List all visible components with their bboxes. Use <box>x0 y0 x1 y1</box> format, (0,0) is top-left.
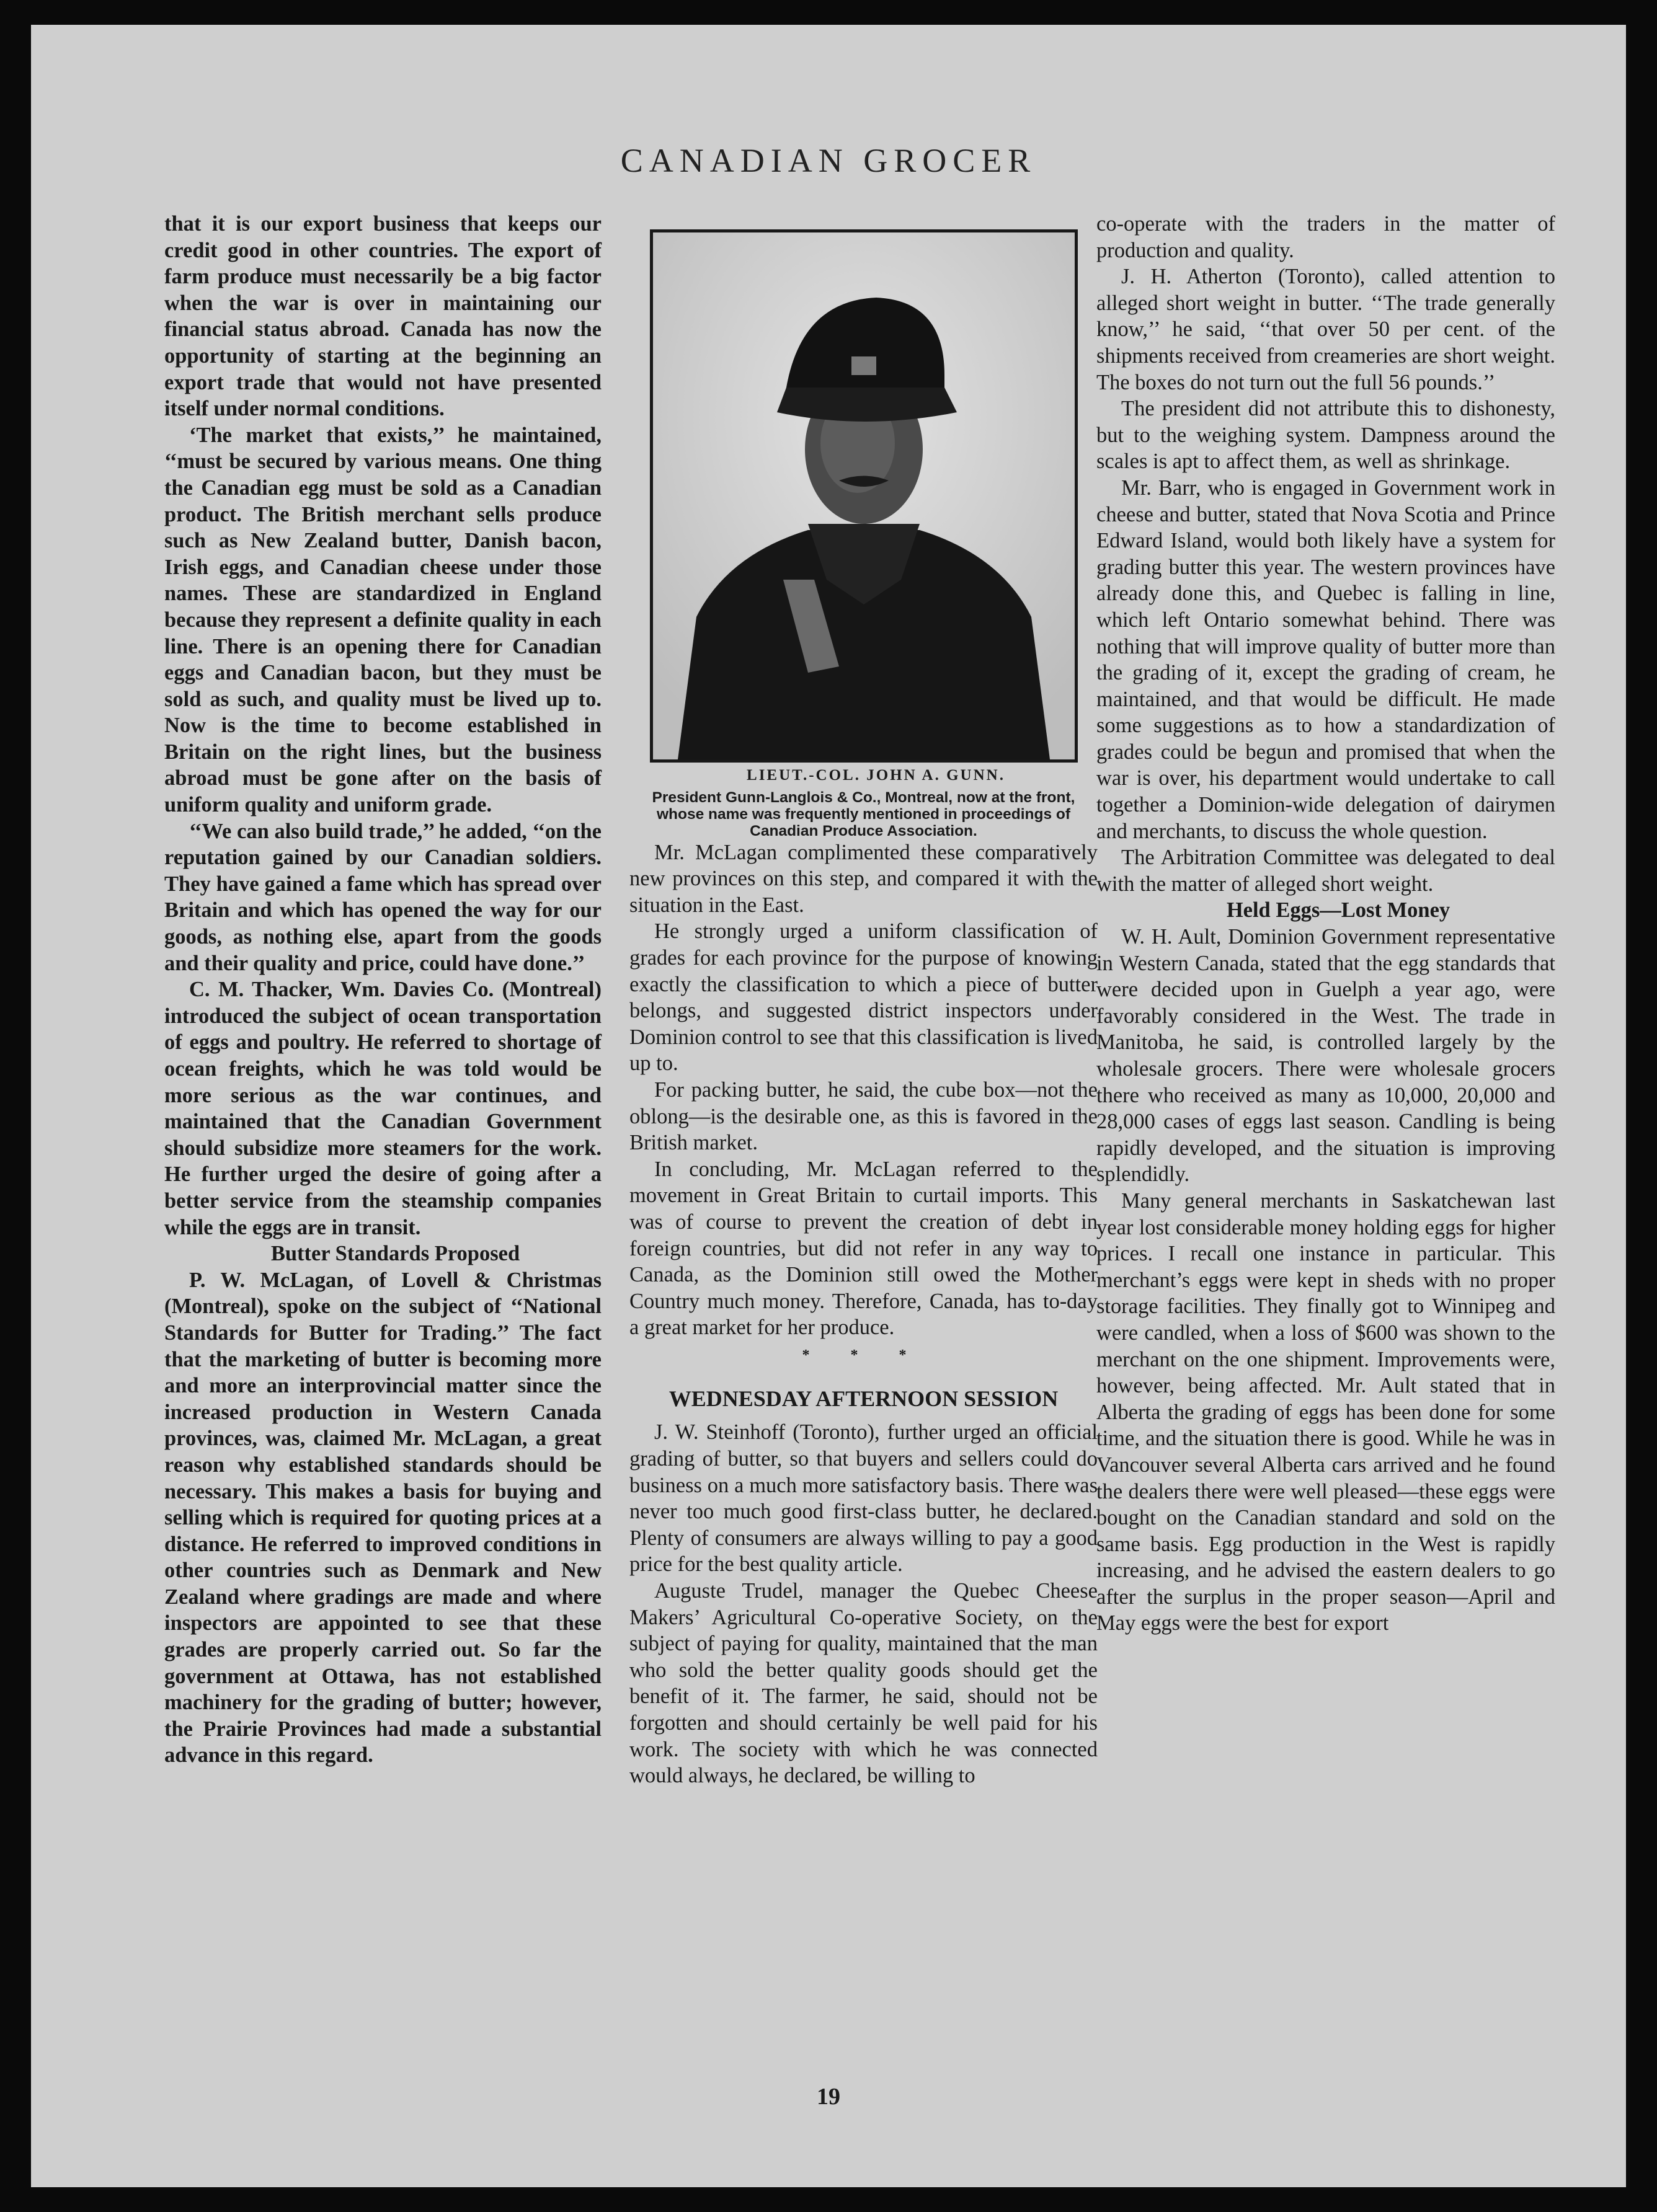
article-paragraph: Auguste Trudel, manager the Quebec Cheese Makers’ Agricultural Co-operative Society, on the subject of paying for quality, maintained that the man who sold the better quality goods should get the benefit of it. The farmer, he said, should not be forgotten and should certainly be well paid for his work. The society with which he was connected would always, he declared, be willing to <box>629 1579 1098 1788</box>
article-paragraph: Mr. Barr, who is engaged in Government work in cheese and butter, stated that Nova Scotia and Prince Edward Island, would both likely have a system for grading butter this year. The western provinces have already done this, and Quebec is falling in line, which left Ontario somewhat behind. There was nothing that will improve quality of butter more than the grading of it, except the grading of cream, he maintained, and that would be difficult. He made some suggestions as to how a standardization of grades could be begun and promised that when the war is over, his department would undertake to call together a Dominion-wide delegation of dairymen and merchants, to discuss the whole question. <box>1096 476 1555 843</box>
article-paragraph: W. H. Ault, Dominion Government representative in Western Canada, stated that the egg standards that were decided upon in Guelph a year ago, were favorably considered in the West. The trade in Manitoba, he said, is controlled largely by the wholesale grocers. There were wholesale grocers there who received as many as 10,000, 20,000 and 28,000 cases of eggs last season. Candling is being rapidly developed, and the situation is improving splendidly. <box>1096 925 1555 1187</box>
article-paragraph: He strongly urged a uniform classification of grades for each province for the purpose of knowing exactly the classification to which a piece of butter belongs, and suggested district inspectors under Dominion control to see that this classification is lived up to. <box>629 919 1098 1076</box>
portrait-photo <box>650 229 1078 763</box>
article-paragraph: For packing butter, he said, the cube box—not the oblong—is the desirable one, as this is favored in the British market. <box>629 1077 1098 1155</box>
article-paragraph: The president did not attribute this to dishonesty, but to the weighing system. Dampness around the scales is apt to affect them, as well as shrinkage. <box>1096 397 1555 474</box>
article-paragraph: The Arbitration Committee was delegated to deal with the matter of alleged short weight. <box>1096 846 1555 896</box>
article-paragraph: that it is our export business that keeps our credit good in other countries. The export of farm produce must necessarily be a big factor when the war is over in maintaining our financial status abroad. Canada has now the opportunity of starting at the beginning an export trade that would not have presented itself under normal conditions. <box>164 212 602 421</box>
article-paragraph: In concluding, Mr. McLagan referred to the movement in Great Britain to curtail imports. This was of course to prevent the creation of debt in foreign countries, but did not refer in any way to Canada, as the Dominion still owed the Mother Country much money. Therefore, Canada, has to-day a great market for her produce. <box>629 1157 1098 1340</box>
column-1 <box>164 211 602 1769</box>
article-paragraph: J. H. Atherton (Toronto), called attention to alleged short weight in butter. ‘‘The trade generally know,’’ he said, ‘‘that over 50 per cent. of the shipments received from creameries are short weight. The boxes do not turn out the full 56 pounds.’’ <box>1096 265 1555 394</box>
photo-caption: President Gunn-Langlois & Co., Montreal, now at the front, whose name was frequently mentioned in proceedings of Canadian Produce Association. <box>652 789 1075 839</box>
newspaper-page <box>31 25 1626 2187</box>
page-number: 19 <box>817 2084 840 2110</box>
section-divider: * * * <box>802 1347 925 1363</box>
masthead: CANADIAN GROCER <box>620 142 1037 179</box>
portrait-image <box>653 232 1075 759</box>
article-paragraph: J. W. Steinhoff (Toronto), further urged an official grading of butter, so that buyers and sellers could do business on a much more satisfactory basis. There was never too much good first-class butter, he declared. Plenty of consumers are always willing to pay a good price for the best quality article. <box>629 1420 1098 1577</box>
article-paragraph: Mr. McLagan complimented these comparatively new provinces on this step, and compared it with the situation in the East. <box>629 840 1098 917</box>
article-paragraph: ‘‘We can also build trade,’’ he added, ‘‘on the reputation gained by our Canadian soldiers. They have gained a fame which has spread over Britain and which has opened the way for our goods, as nothing else, apart from the goods and their quality and price, could have done.’’ <box>164 819 602 975</box>
article-paragraph: P. W. McLagan, of Lovell & Christmas (Montreal), spoke on the subject of ‘‘National Standards for Butter for Trading.’’ The fact that the marketing of butter is becoming more and more an interprovincial matter since the increased production in Western Canada provinces, was, claimed Mr. McLagan, a great reason why established standards should be necessary. This makes a basis for buying and selling which is required for quoting prices at a distance. He referred to improved conditions in other countries such as Denmark and New Zealand where gradings are made and where inspectors are appointed to see that these grades are properly carried out. So far the government at Ottawa, has not established machinery for the grading of butter; however, the Prairie Provinces had made a substantial advance in this regard. <box>164 1268 602 1767</box>
article-paragraph: co-operate with the traders in the matter of production and quality. <box>1096 212 1555 262</box>
photo-title: LIEUT.-COL. JOHN A. GUNN. <box>747 767 1005 784</box>
column-3 <box>1096 211 1555 1637</box>
article-paragraph: ‘The market that exists,’’ he maintained, ‘‘must be secured by various means. One thing the Canadian egg must be sold as a Canadian product. The British merchant sells produce such as New Zealand butter, Danish bacon, Irish eggs, and Canadian cheese under those names. These are standardized in England because they represent a definite quality in each line. There is an opening there for Canadian eggs and Canadian bacon, but they must be sold as such, and quality must be lived up to. Now is the time to become established in Britain on the right lines, but the business abroad must be gone after on the basis of uniform quality and uniform grade. <box>164 423 602 817</box>
section-subhead: Butter Standards Proposed <box>270 1242 520 1266</box>
section-subhead: Held Eggs—Lost Money <box>1226 898 1450 922</box>
column-2 <box>629 211 1098 1789</box>
article-paragraph: Many general merchants in Saskatchewan last year lost considerable money holding eggs for higher prices. I recall one instance in particular. This merchant’s eggs were kept in sheds with no proper storage facilities. They finally got to Winnipeg and were candled, when a loss of $600 was shown to the merchant on the one shipment. Improvements were, however, being affected. Mr. Ault stated that in Alberta the grading of eggs has been done for some time, and the situation there is good. While he was in Vancouver several Alberta cars arrived and he found the dealers there were well pleased—these eggs were bought on the Canadian standard and sold on the same basis. Egg production in the West is rapidly increasing, and he advised the eastern dealers to go after the surplus in the proper season—April and May eggs were the best for export <box>1096 1188 1555 1635</box>
section-heading: WEDNESDAY AFTERNOON SESSION <box>669 1386 1059 1412</box>
article-paragraph: C. M. Thacker, Wm. Davies Co. (Montreal) introduced the subject of ocean transportation of eggs and poultry. He referred to shortage of ocean freights, which he was told would be more serious as the war continues, and maintained that the Canadian Government should subsidize more steamers for the work. He further urged the desire of going after a better service from the steamship companies while the eggs are in transit. <box>164 978 602 1239</box>
